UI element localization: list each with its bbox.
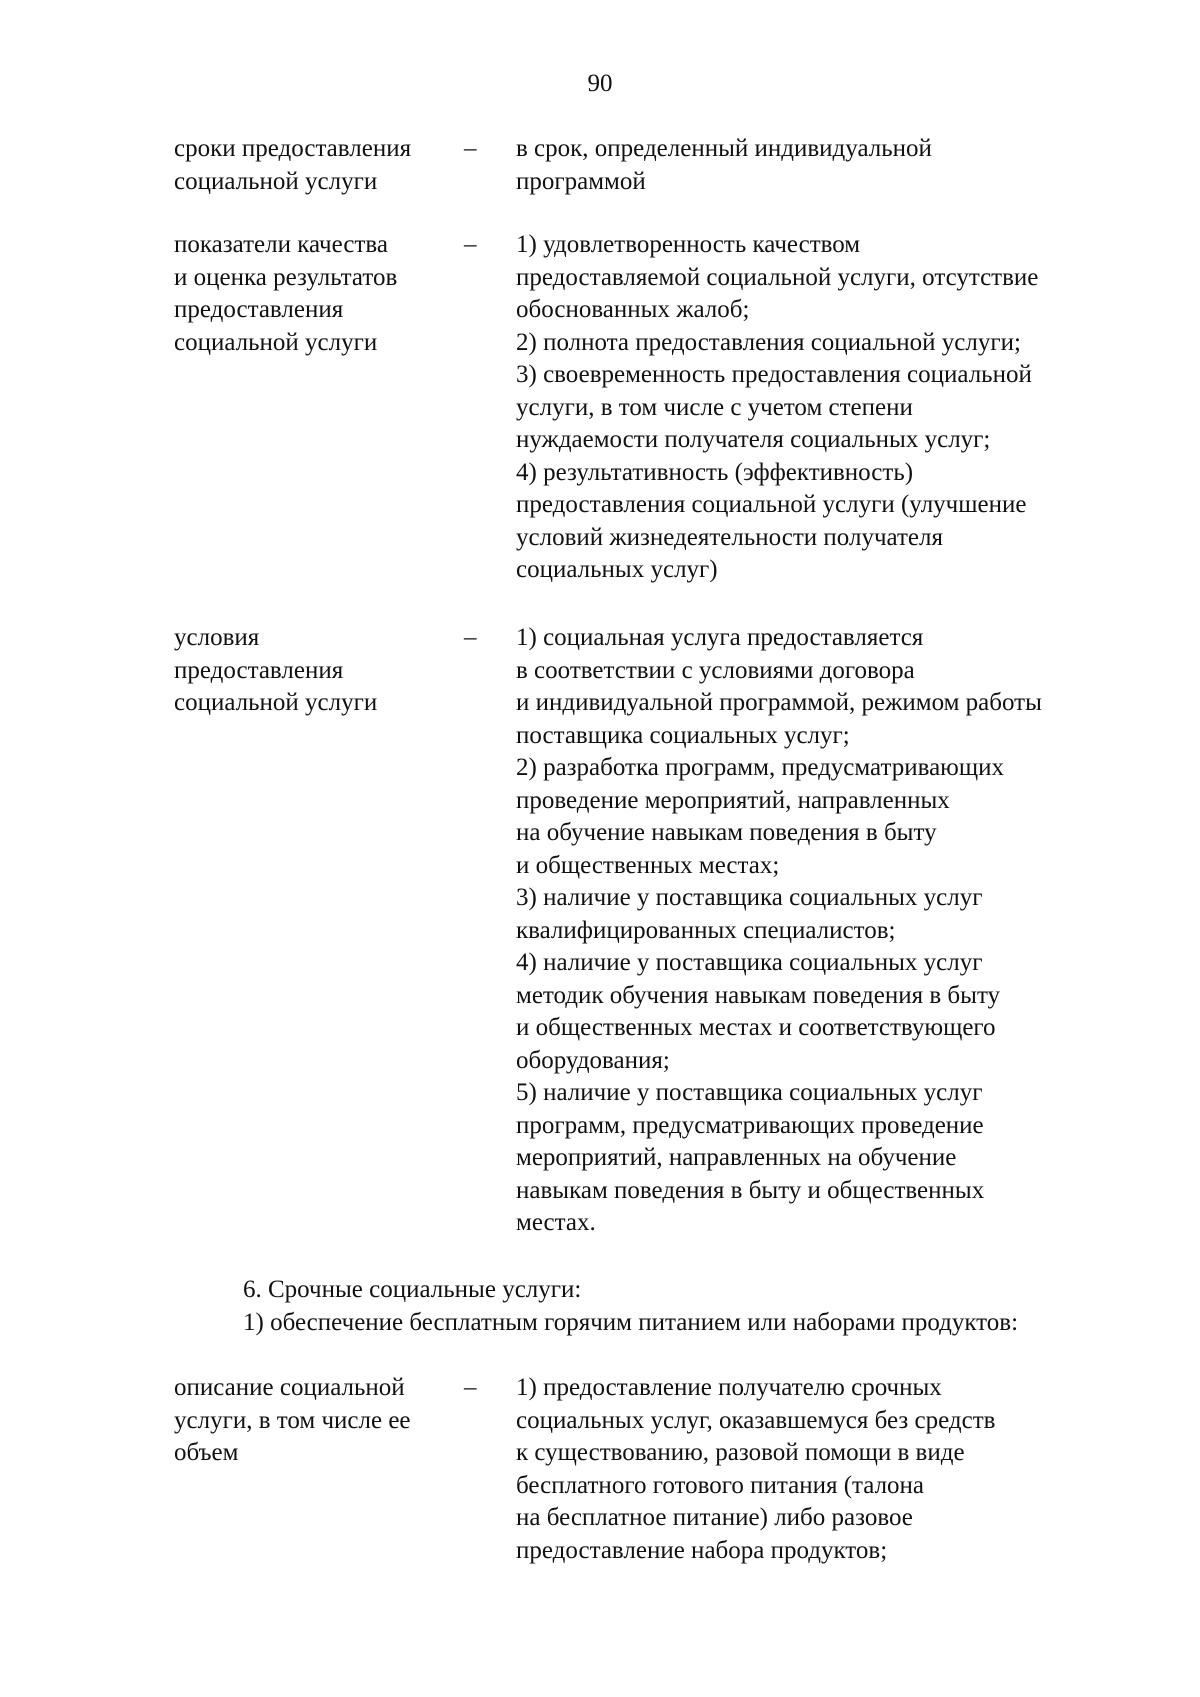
section-subtitle: 1) обеспечение бесплатным горячим питанием или наборами продуктов:: [243, 1308, 1019, 1336]
term-value: 1) социальная услуга предоставляется в соответствии с условиями договора и индивидуальной программой, режимом работы поставщика социальных услуг; 2) разработка программ, предусматривающих проведение мероприятий, направленных на обучение навыкам поведения в быту и общественных местах; 3) наличие у поставщика социальных услуг квалифицированных специалистов; 4) наличие у поставщика социальных услуг методик обучения навыкам поведения в быту и общественных местах и соответствующего оборудования; 5) наличие у поставщика социальных услуг программ, предусматривающих проведение мероприятий, направленных на обучение навыкам поведения в быту и общественных местах.: [516, 624, 1042, 1236]
dash-separator: –: [464, 1374, 477, 1401]
term-block-deadlines: [174, 133, 1124, 198]
term-block-description: [174, 1372, 1124, 1567]
section-title: 6. Срочные социальные услуги:: [243, 1276, 582, 1303]
term-block-quality-indicators: [174, 229, 1124, 587]
term-label: показатели качества и оценка результатов предоставления социальной услуги: [174, 231, 398, 356]
term-block-conditions: [174, 622, 1124, 1240]
term-label: сроки предоставления социальной услуги: [174, 135, 412, 195]
term-value: 1) предоставление получателю срочных социальных услуг, оказавшемуся без средств к существованию, разовой помощи в виде бесплатного готового питания (талона на бесплатное питание) либо разовое предоставление набора продуктов;: [516, 1374, 996, 1564]
section-heading: [243, 1274, 1123, 1339]
term-value: 1) удовлетворенность качеством предоставляемой социальной услуги, отсутствие обоснованных жалоб; 2) полнота предоставления социальной услуги; 3) своевременность предоставления социальной услуги, в том числе с учетом степени нуждаемости получателя социальных услуг; 4) результативность (эффективность) предоставления социальной услуги (улучшение условий жизнедеятельности получателя социальных услуг): [516, 231, 1039, 583]
term-label: условия предоставления социальной услуги: [174, 624, 378, 716]
dash-separator: –: [464, 231, 477, 258]
term-label: описание социальной услуги, в том числе ее объем: [174, 1374, 411, 1466]
dash-separator: –: [464, 624, 477, 651]
page-number: 90: [587, 70, 613, 97]
term-value: в срок, определенный индивидуальной программой: [516, 135, 932, 195]
dash-separator: –: [464, 135, 477, 162]
